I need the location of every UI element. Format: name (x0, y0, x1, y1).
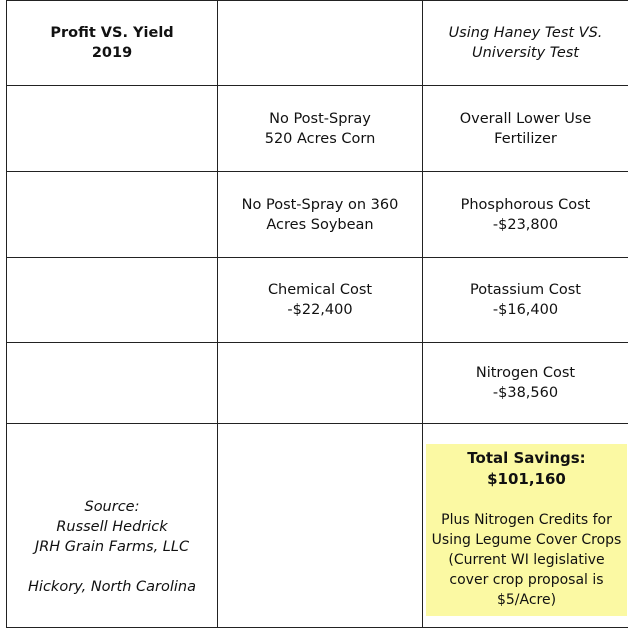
title-cell (7, 1, 218, 86)
empty-cell (218, 343, 423, 424)
right-cell (423, 343, 628, 424)
right-line: Potassium Cost (470, 282, 581, 298)
right-cell (423, 172, 628, 258)
right-cell (423, 86, 628, 172)
table-row (7, 172, 628, 258)
savings-note-line: $5/Acre) (496, 592, 557, 608)
savings-note-line: (Current WI legislative (448, 552, 605, 568)
savings-note-line: Plus Nitrogen Credits for (441, 512, 612, 528)
source-cell (7, 424, 218, 628)
middle-line: No Post-Spray (269, 110, 371, 127)
total-savings-amount: $101,160 (487, 470, 566, 488)
profit-yield-table (6, 0, 628, 628)
middle-cell (218, 172, 423, 258)
table-row (7, 424, 628, 628)
source-name: Russell Hedrick (56, 519, 168, 535)
empty-cell (7, 86, 218, 172)
right-line: -$38,560 (492, 385, 559, 401)
right-line: Fertilizer (494, 130, 557, 147)
source-label: Source: (84, 499, 140, 515)
right-line: Phosphorous Cost (460, 196, 591, 213)
table-row (7, 343, 628, 424)
empty-cell (7, 258, 218, 343)
right-line: -$16,400 (492, 302, 559, 318)
title-line-1: Profit VS. Yield (50, 25, 174, 41)
empty-cell (7, 343, 218, 424)
title-line-2: 2019 (91, 45, 133, 61)
middle-cell (218, 258, 423, 343)
middle-cell (218, 86, 423, 172)
savings-note-line: cover crop proposal is (449, 572, 604, 588)
middle-line: Chemical Cost (267, 282, 373, 298)
table-row (7, 86, 628, 172)
right-cell (423, 258, 628, 343)
total-savings-label: Total Savings: (467, 449, 586, 467)
source-farm: JRH Grain Farms, LLC (34, 539, 190, 555)
source-location: Hickory, North Carolina (28, 579, 196, 595)
savings-highlight-box (426, 444, 627, 616)
right-line: -$23,800 (492, 216, 559, 233)
comparison-line-1: Using Haney Test VS. (448, 25, 603, 41)
comparison-cell (423, 1, 628, 86)
middle-line: -$22,400 (287, 302, 353, 318)
comparison-line-2: University Test (472, 45, 579, 61)
empty-cell (218, 424, 423, 628)
empty-cell (218, 1, 423, 86)
middle-line: 520 Acres Corn (264, 130, 376, 147)
table-row (7, 258, 628, 343)
right-line: Overall Lower Use (459, 110, 592, 127)
empty-cell (7, 172, 218, 258)
table-row (7, 1, 628, 86)
middle-line: No Post-Spray on 360 (241, 196, 399, 213)
middle-line: Acres Soybean (266, 216, 374, 233)
savings-note-line: Using Legume Cover Crops (431, 532, 622, 548)
savings-cell (423, 424, 628, 628)
right-line: Nitrogen Cost (475, 365, 576, 381)
